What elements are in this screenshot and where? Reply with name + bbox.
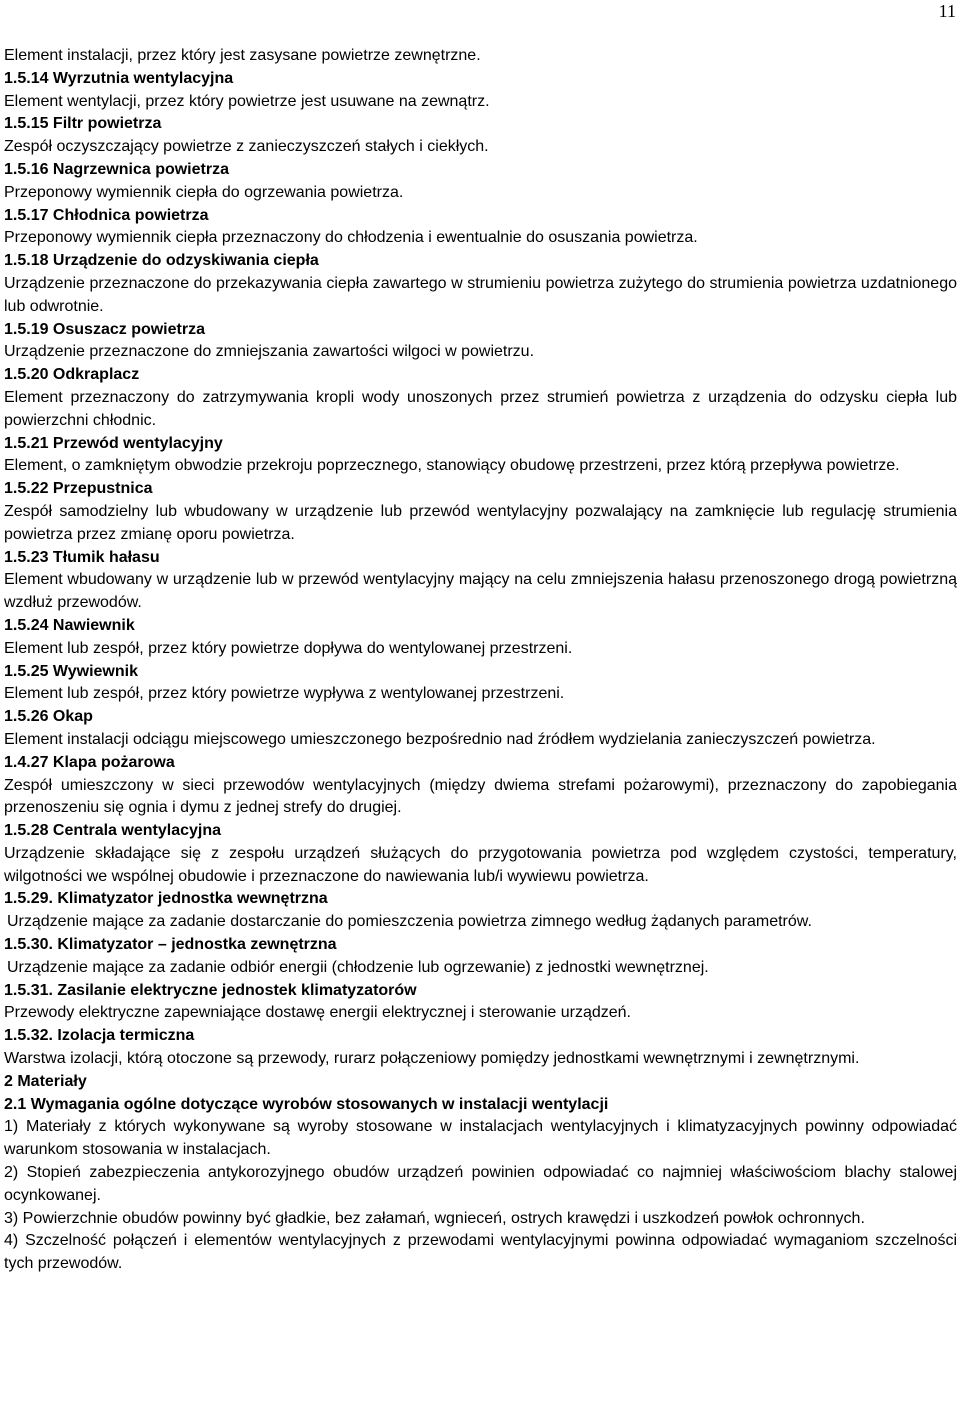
definition-1514 xyxy=(4,68,957,114)
definition-text: Element instalacji odciągu miejscowego umieszczonego bezpośrednio nad źródłem wydzielania zanieczyszczeń powietrza. xyxy=(4,730,876,748)
definition-heading: 1.5.32. Izolacja termiczna xyxy=(4,1027,195,1045)
definition-1529 xyxy=(4,888,957,934)
definition-heading: 1.5.23 Tłumik hałasu xyxy=(4,548,160,566)
list-item: 1) Materiały z których wykonywane są wyroby stosowane w instalacjach wentylacyjnych i klimatyzacyjnych powinny odpowiadać warunkom stosowania w instalacjach. xyxy=(4,1118,957,1159)
definition-1521 xyxy=(4,433,957,479)
definition-heading: 1.5.16 Nagrzewnica powietrza xyxy=(4,160,229,178)
definition-1528 xyxy=(4,820,957,888)
section-subheading: 2.1 Wymagania ogólne dotyczące wyrobów stosowanych w instalacji wentylacji xyxy=(4,1095,609,1113)
definition-text: Przeponowy wymiennik ciepła do ogrzewania powietrza. xyxy=(4,183,404,201)
intro-text: Element instalacji, przez który jest zasysane powietrze zewnętrzne. xyxy=(4,47,481,64)
definition-heading: 1.5.18 Urządzenie do odzyskiwania ciepła xyxy=(4,252,319,270)
section-heading: 2 Materiały xyxy=(4,1072,87,1090)
definition-text: Urządzenie przeznaczone do przekazywania ciepła zawartego w strumieniu powietrza zużytego do strumienia powietrza uzdatnionego lub odwrotnie. xyxy=(4,274,957,315)
definition-1515 xyxy=(4,113,957,159)
definition-text: Zespół samodzielny lub wbudowany w urządzenie lub przewód wentylacyjny pozwalający na zamknięcie lub regulację strumienia powietrza przez zmianę oporu powietrza. xyxy=(4,502,957,543)
definition-heading: 1.5.14 Wyrzutnia wentylacyjna xyxy=(4,69,234,87)
definition-text: Element przeznaczony do zatrzymywania kropli wody unoszonych przez strumień powietrza z urządzenia do odzysku ciepła lub powierzchni chłodnic. xyxy=(4,388,957,429)
definition-heading: 1.5.20 Odkraplacz xyxy=(4,366,140,384)
definition-text: Zespół oczyszczający powietrze z zanieczyszczeń stałych i ciekłych. xyxy=(4,138,489,156)
definition-1524 xyxy=(4,615,957,661)
definition-heading: 1.5.15 Filtr powietrza xyxy=(4,115,162,133)
definition-1523 xyxy=(4,547,957,615)
definition-text: Urządzenie przeznaczone do zmniejszania zawartości wilgoci w powietrzu. xyxy=(4,343,535,361)
definition-heading: 1.5.26 Okap xyxy=(4,708,93,726)
list-item: 4) Szczelność połączeń i elementów wentylacyjnych z przewodami wentylacyjnymi powinna odpowiadać wymaganiom szczelności tych przewodów. xyxy=(4,1232,957,1273)
definition-text: Element wbudowany w urządzenie lub w przewód wentylacyjny mający na celu zmniejszenia hałasu przenoszonego drogą powietrzną wzdłuż przewodów. xyxy=(4,571,957,612)
page-number: 11 xyxy=(938,1,956,21)
definition-heading: 1.5.28 Centrala wentylacyjna xyxy=(4,822,221,840)
definition-1532 xyxy=(4,1025,957,1071)
definition-1517 xyxy=(4,205,957,251)
definition-heading: 1.5.31. Zasilanie elektryczne jednostek klimatyzatorów xyxy=(4,981,417,999)
list-item: 3) Powierzchnie obudów powinny być gładkie, bez załamań, wgnieceń, ostrych krawędzi i uszkodzeń powłok ochronnych. xyxy=(4,1209,865,1227)
list-item: 2) Stopień zabezpieczenia antykorozyjnego obudów urządzeń powinien odpowiadać co najmniej właściwościom blachy stalowej ocynkowanej. xyxy=(4,1164,957,1204)
definition-heading: 1.5.21 Przewód wentylacyjny xyxy=(4,434,223,452)
definition-1427 xyxy=(4,752,957,820)
definition-1531 xyxy=(4,980,957,1026)
definition-heading: 1.5.29. Klimatyzator jednostka wewnętrzna xyxy=(4,890,328,908)
definition-heading: 1.5.25 Wywiewnik xyxy=(4,662,138,680)
definition-1526 xyxy=(4,706,957,752)
definition-1525 xyxy=(4,661,957,707)
document-body xyxy=(4,45,957,1276)
definition-text: Przeponowy wymiennik ciepła przeznaczony do chłodzenia i ewentualnie do osuszania powietrza. xyxy=(4,229,698,247)
definition-text: Element lub zespół, przez który powietrze dopływa do wentylowanej przestrzeni. xyxy=(4,639,573,657)
definition-text: Warstwa izolacji, którą otoczone są przewody, rurarz połączeniowy pomiędzy jednostkami wewnętrznymi i zewnętrznymi. xyxy=(4,1050,860,1068)
definition-heading: 1.5.17 Chłodnica powietrza xyxy=(4,206,209,224)
definition-heading: 1.5.24 Nawiewnik xyxy=(4,616,135,634)
definition-heading: 1.5.22 Przepustnica xyxy=(4,480,153,498)
definition-text: Element wentylacji, przez który powietrze jest usuwane na zewnątrz. xyxy=(4,92,490,110)
definition-text: Urządzenie składające się z zespołu urządzeń służących do przygotowania powietrza pod względem czystości, temperatury, wilgotności we wspólnej obudowie i przeznaczone do nawiewania lub/i wywiewu powietrza. xyxy=(4,844,957,885)
definition-text: Urządzenie mające za zadanie dostarczanie do pomieszczenia powietrza zimnego według żądanych parametrów. xyxy=(7,913,812,931)
definition-1520 xyxy=(4,364,957,432)
definition-text: Element lub zespół, przez który powietrze wypływa z wentylowanej przestrzeni. xyxy=(4,685,565,703)
definition-heading: 1.5.30. Klimatyzator – jednostka zewnętrzna xyxy=(4,936,337,954)
definition-text: Zespół umieszczony w sieci przewodów wentylacyjnych (między dwiema strefami pożarowymi), przeznaczony do zapobiegania przenoszeniu się ognia i dymu z jednej strefy do drugiej. xyxy=(4,776,957,817)
definition-text: Przewody elektryczne zapewniające dostawę energii elektrycznej i sterowanie urządzeń. xyxy=(4,1004,631,1022)
definition-1516 xyxy=(4,159,957,205)
definition-text: Element, o zamkniętym obwodzie przekroju poprzecznego, stanowiący obudowę przestrzeni, przez którą przepływa powietrze. xyxy=(4,457,900,475)
definition-1518 xyxy=(4,250,957,318)
definition-text: Urządzenie mające za zadanie odbiór energii (chłodzenie lub ogrzewanie) z jednostki wewnętrznej. xyxy=(7,958,709,976)
definition-heading: 1.4.27 Klapa pożarowa xyxy=(4,753,175,771)
definition-1519 xyxy=(4,319,957,365)
definition-1522 xyxy=(4,478,957,546)
definition-heading: 1.5.19 Osuszacz powietrza xyxy=(4,320,205,338)
definition-1530 xyxy=(4,934,957,980)
